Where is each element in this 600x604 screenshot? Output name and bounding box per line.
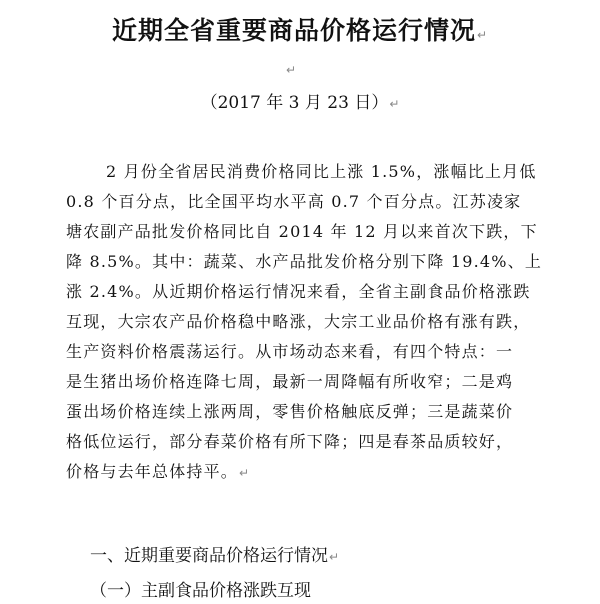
last-line-text: 价格与去年总体持平。 <box>66 462 239 481</box>
paragraph-line: 生产资料价格震荡运行。从市场动态来看，有四个特点：一 <box>66 342 514 361</box>
paragraph-line: 涨 2.4%。从近期价格运行情况来看，全省主副食品价格涨跌 <box>66 282 531 301</box>
paragraph-line: 降 8.5%。其中：蔬菜、水产品批发价格分别下降 19.4%、上 <box>66 252 543 271</box>
paragraph-line: 蛋出场价格连续上涨两周，零售价格触底反弹；三是蔬菜价 <box>66 402 514 421</box>
paragraph-mark-icon: ↵ <box>389 97 400 111</box>
paragraph-mark-icon: ↵ <box>239 466 251 480</box>
document-title <box>0 14 600 52</box>
paragraph-line: 互现，大宗农产品价格稳中略涨，大宗工业品价格有涨有跌， <box>66 312 531 331</box>
paragraph-line: 格低位运行，部分春菜价格有所下降；四是春茶品质较好， <box>66 432 514 451</box>
paragraph-mark-icon: ↵ <box>476 28 489 42</box>
paragraph-line-last <box>66 457 536 488</box>
date-text: （2017 年 3 月 23 日） <box>200 93 389 113</box>
section-heading-1-1 <box>90 578 311 604</box>
paragraph-line: 0.8 个百分点，比全国平均水平高 0.7 个百分点。江苏凌家 <box>66 192 522 211</box>
title-text: 近期全省重要商品价格运行情况 <box>111 16 476 45</box>
body-paragraph <box>66 157 543 488</box>
paragraph-line: 2 月份全省居民消费价格同比上涨 1.5%，涨幅比上月低 <box>106 162 537 181</box>
section-heading-1-text: 一、近期重要商品价格运行情况 <box>90 546 328 566</box>
section-heading-1-1-text: （一）主副食品价格涨跌互现 <box>90 581 311 601</box>
paragraph-mark-icon: ↵ <box>329 550 340 564</box>
section-heading-1 <box>90 543 339 570</box>
document-date <box>0 90 600 117</box>
paragraph-mark-icon: ↵ <box>286 63 297 77</box>
paragraph-line: 塘农副产品批发价格同比自 2014 年 12 月以来首次下跌，下 <box>66 222 538 241</box>
paragraph-line: 是生猪出场价格连降七周，最新一周降幅有所收窄；二是鸡 <box>66 372 514 391</box>
